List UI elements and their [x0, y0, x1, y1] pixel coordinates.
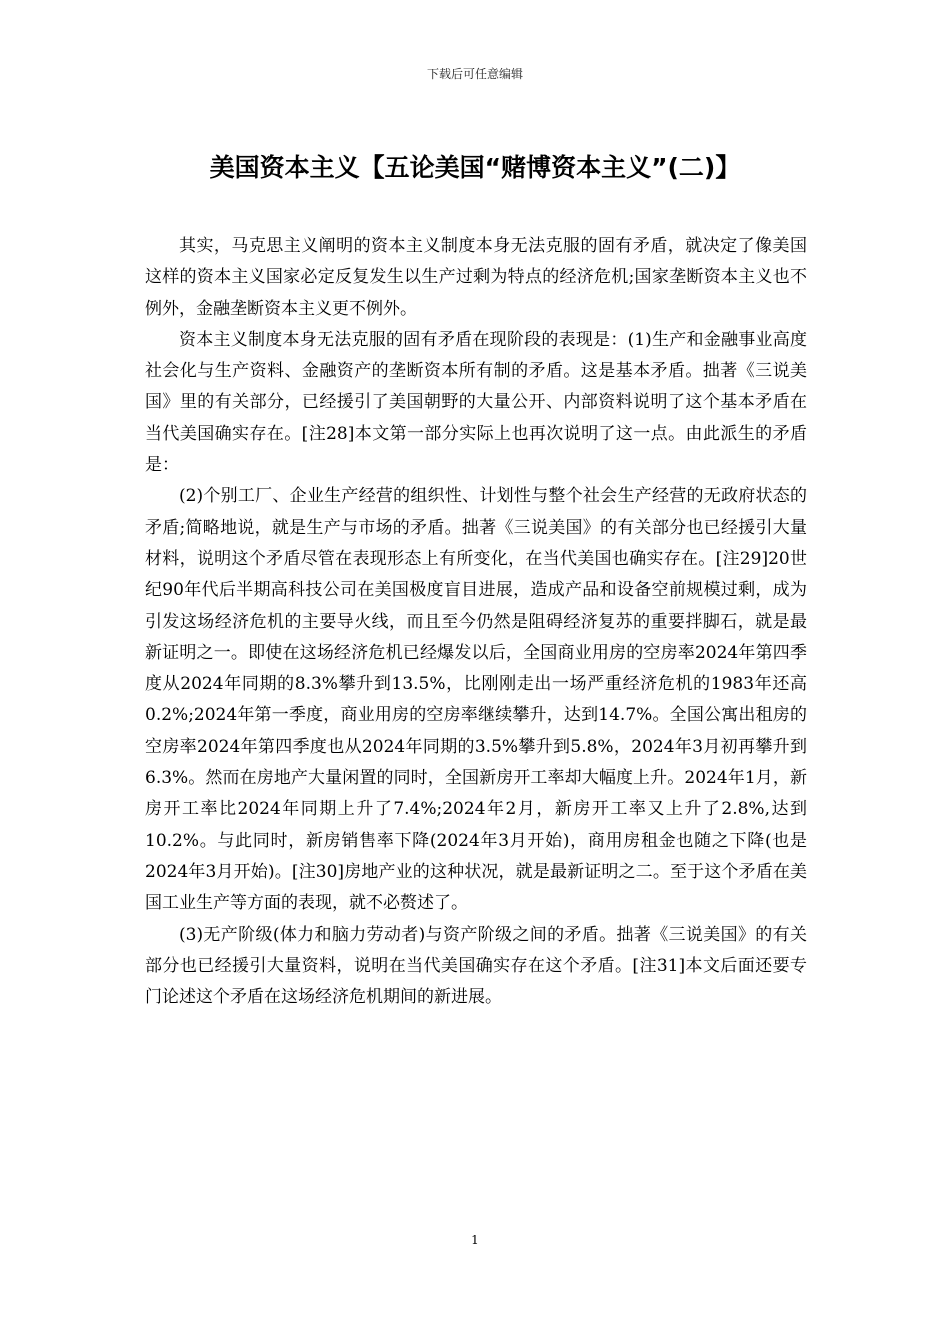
paragraph-2: 资本主义制度本身无法克服的固有矛盾在现阶段的表现是：(1)生产和金融事业高度社会化与生产资料、金融资产的垄断资本所有制的矛盾。这是基本矛盾。拙著《三说美国》里的有关部分，已经援引了美国朝野的大量公开、内部资料说明了这个基本矛盾在当代美国确实存在。[注28]本文第一部分实际上也再次说明了这一点。由此派生的矛盾是： [145, 329, 807, 476]
page-header-note: 下载后可任意编辑 [426, 67, 523, 81]
document-title: 美国资本主义【五论美国“赌博资本主义”(二)】 [209, 153, 741, 182]
page-number: 1 [471, 1233, 479, 1247]
paragraph-1: 其实，马克思主义阐明的资本主义制度本身无法克服的固有矛盾，就决定了像美国这样的资本主义国家必定反复发生以生产过剩为特点的经济危机;国家垄断资本主义也不例外，金融垄断资本主义更不例外。 [145, 236, 807, 319]
paragraph-4: (3)无产阶级(体力和脑力劳动者)与资产阶级之间的矛盾。拙著《三说美国》的有关部分也已经援引大量资料，说明在当代美国确实存在这个矛盾。[注31]本文后面还要专门论述这个矛盾在这场经济危机期间的新进展。 [145, 924, 807, 1008]
paragraph-3: (2)个别工厂、企业生产经营的组织性、计划性与整个社会生产经营的无政府状态的矛盾;简略地说，就是生产与市场的矛盾。拙著《三说美国》的有关部分也已经援引大量材料，说明这个矛盾尽管在表现形态上有所变化，在当代美国也确实存在。[注29]20世纪90年代后半期高科技公司在美国极度盲目进展，造成产品和设备空前规模过剩，成为引发这场经济危机的主要导火线，而且至今仍然是阻碍经济复苏的重要拌脚石，就是最新证明之一。即使在这场经济危机已经爆发以后，全国商业用房的空房率2024年第四季度从2024年同期的8.3%攀升到13.5%，比刚刚走出一场严重经济危机的1983年还高0.2%;2024年第一季度，商业用房的空房率继续攀升，达到14.7%。全国公寓出租房的空房率2024年第四季度也从2024年同期的3.5%攀升到5.8%，2024年3月初再攀升到6.3%。然而在房地产大量闲置的同时，全国新房开工率却大幅度上升。2024年1月，新房开工率比2024年同期上升了7.4%;2024年2月，新房开工率又上升了2.8%,达到10.2%。与此同时，新房销售率下降(2024年3月开始)，商用房租金也随之下降(也是2024年3月开始)。[注30]房地产业的这种状况，就是最新证明之二。至于这个矛盾在美国工业生产等方面的表现，就不必赘述了。 [145, 486, 807, 914]
document-body [145, 231, 807, 1013]
